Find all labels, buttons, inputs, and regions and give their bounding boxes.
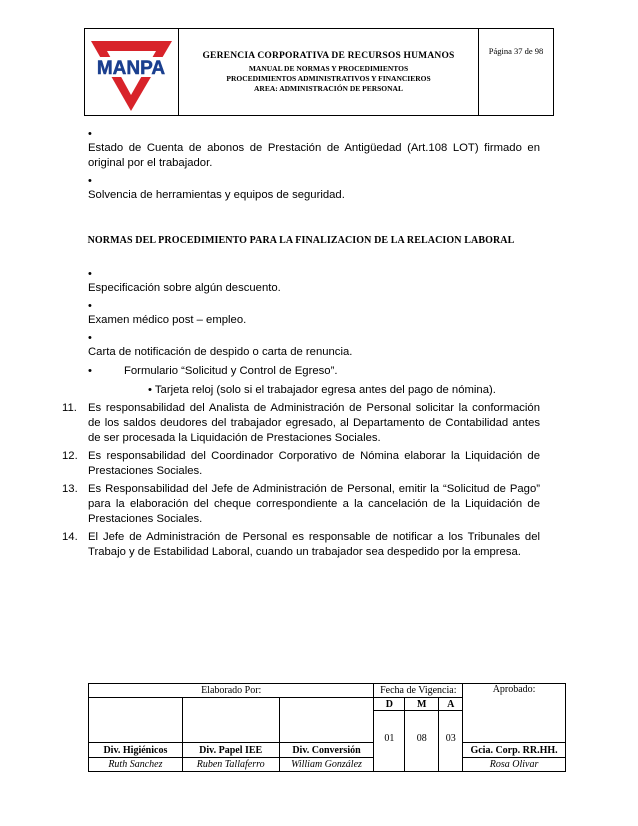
fecha-header: Fecha de Vigencia: bbox=[374, 684, 463, 698]
item-number: 14. bbox=[62, 531, 78, 543]
item-text: Es Responsabilidad del Jefe de Administración de Personal, emitir la “Solicitud de Pago” para la elaboración del cheque correspondiente a la cancelación de la Liquidación de Prestaciones Sociales. bbox=[88, 483, 540, 525]
bullet-icon: • bbox=[88, 332, 92, 344]
day-header: D bbox=[374, 698, 405, 711]
bullet-icon: • bbox=[88, 300, 92, 312]
list-item bbox=[62, 300, 540, 328]
year-value: 03 bbox=[439, 711, 463, 772]
manpa-logo-icon bbox=[85, 29, 178, 115]
list-item-text: Estado de Cuenta de abonos de Prestación de Antigüedad (Art.108 LOT) firmado en original por el trabajador. bbox=[88, 142, 540, 169]
numbered-item bbox=[62, 449, 540, 479]
list-item bbox=[62, 128, 540, 171]
list-item-text: Formulario “Solicitud y Control de Egreso”. bbox=[124, 365, 338, 377]
month-header: M bbox=[405, 698, 439, 711]
list-item-text: Examen médico post – empleo. bbox=[88, 314, 247, 326]
page-number: Página 37 de 98 bbox=[488, 46, 544, 56]
item-text: Es responsabilidad del Analista de Administración de Personal solicitar la conformación de los saldos deudores del trabajador egresado, al Departamento de Contabilidad antes de ser procesada la Liquidación de Prestaciones Sociales. bbox=[88, 402, 540, 444]
item-text: El Jefe de Administración de Personal es responsable de notificar a los Tribunales del Trabajo y de Estabilidad Laboral, cuando un trabajador sea despedido por la empresa. bbox=[88, 531, 540, 558]
signature-cell bbox=[279, 698, 374, 743]
approver-title: Gcia. Corp. RR.HH. bbox=[463, 743, 566, 758]
section-heading: NORMAS DEL PROCEDIMIENTO PARA LA FINALIZACION DE LA RELACION LABORAL bbox=[87, 235, 515, 246]
company-logo bbox=[85, 29, 179, 115]
header-line-3: AREA: ADMINISTRACIÓN DE PERSONAL bbox=[254, 84, 403, 93]
div-label: Div. Conversión bbox=[279, 743, 374, 758]
elaborado-header: Elaborado Por: bbox=[89, 684, 374, 698]
header-title: GERENCIA CORPORATIVA DE RECURSOS HUMANOS bbox=[202, 51, 455, 61]
sub-list-item bbox=[62, 383, 540, 398]
logo-text: MANPA bbox=[96, 58, 166, 79]
bullet-icon: • bbox=[88, 128, 92, 140]
document-header bbox=[84, 28, 554, 116]
signer-name: Ruth Sanchez bbox=[89, 758, 183, 772]
list-item bbox=[62, 332, 540, 360]
header-line-2: PROCEDIMIENTOS ADMINISTRATIVOS Y FINANCIEROS bbox=[226, 74, 431, 83]
list-item bbox=[62, 175, 540, 203]
bullet-icon: • bbox=[88, 175, 92, 187]
numbered-item bbox=[62, 530, 540, 560]
div-label: Div. Papel IEE bbox=[182, 743, 279, 758]
list-item bbox=[62, 364, 540, 379]
div-label: Div. Higiénicos bbox=[89, 743, 183, 758]
item-text: Es responsabilidad del Coordinador Corporativo de Nómina elaborar la Liquidación de Prestaciones Sociales. bbox=[88, 450, 540, 477]
signature-cell bbox=[182, 698, 279, 743]
numbered-item bbox=[62, 401, 540, 446]
item-number: 11. bbox=[62, 402, 77, 414]
signer-name: Ruben Tallaferro bbox=[182, 758, 279, 772]
list-item-text: Carta de notificación de despido o carta de renuncia. bbox=[88, 346, 353, 358]
approver-name: Rosa Olivar bbox=[463, 758, 566, 772]
bullet-icon: • bbox=[88, 268, 92, 280]
list-item-text: Especificación sobre algún descuento. bbox=[88, 282, 281, 294]
bullet-icon: • bbox=[88, 365, 92, 377]
year-header: A bbox=[439, 698, 463, 711]
month-value: 08 bbox=[405, 711, 439, 772]
list-item bbox=[62, 268, 540, 296]
approval-table bbox=[88, 683, 566, 772]
item-number: 12. bbox=[62, 450, 78, 462]
sub-list-item-text: Tarjeta reloj (solo si el trabajador egresa antes del pago de nómina). bbox=[154, 384, 496, 396]
numbered-item bbox=[62, 482, 540, 527]
signature-cell bbox=[89, 698, 183, 743]
signer-name: William González bbox=[279, 758, 374, 772]
item-number: 13. bbox=[62, 483, 78, 495]
document-body bbox=[62, 128, 540, 563]
header-title-block bbox=[179, 29, 479, 115]
list-item-text: Solvencia de herramientas y equipos de seguridad. bbox=[88, 189, 345, 201]
header-line-1: MANUAL DE NORMAS Y PROCEDIMIENTOS bbox=[248, 64, 409, 73]
bullet-icon: • bbox=[148, 384, 155, 396]
aprobado-header: Aprobado: bbox=[463, 684, 566, 743]
day-value: 01 bbox=[374, 711, 405, 772]
